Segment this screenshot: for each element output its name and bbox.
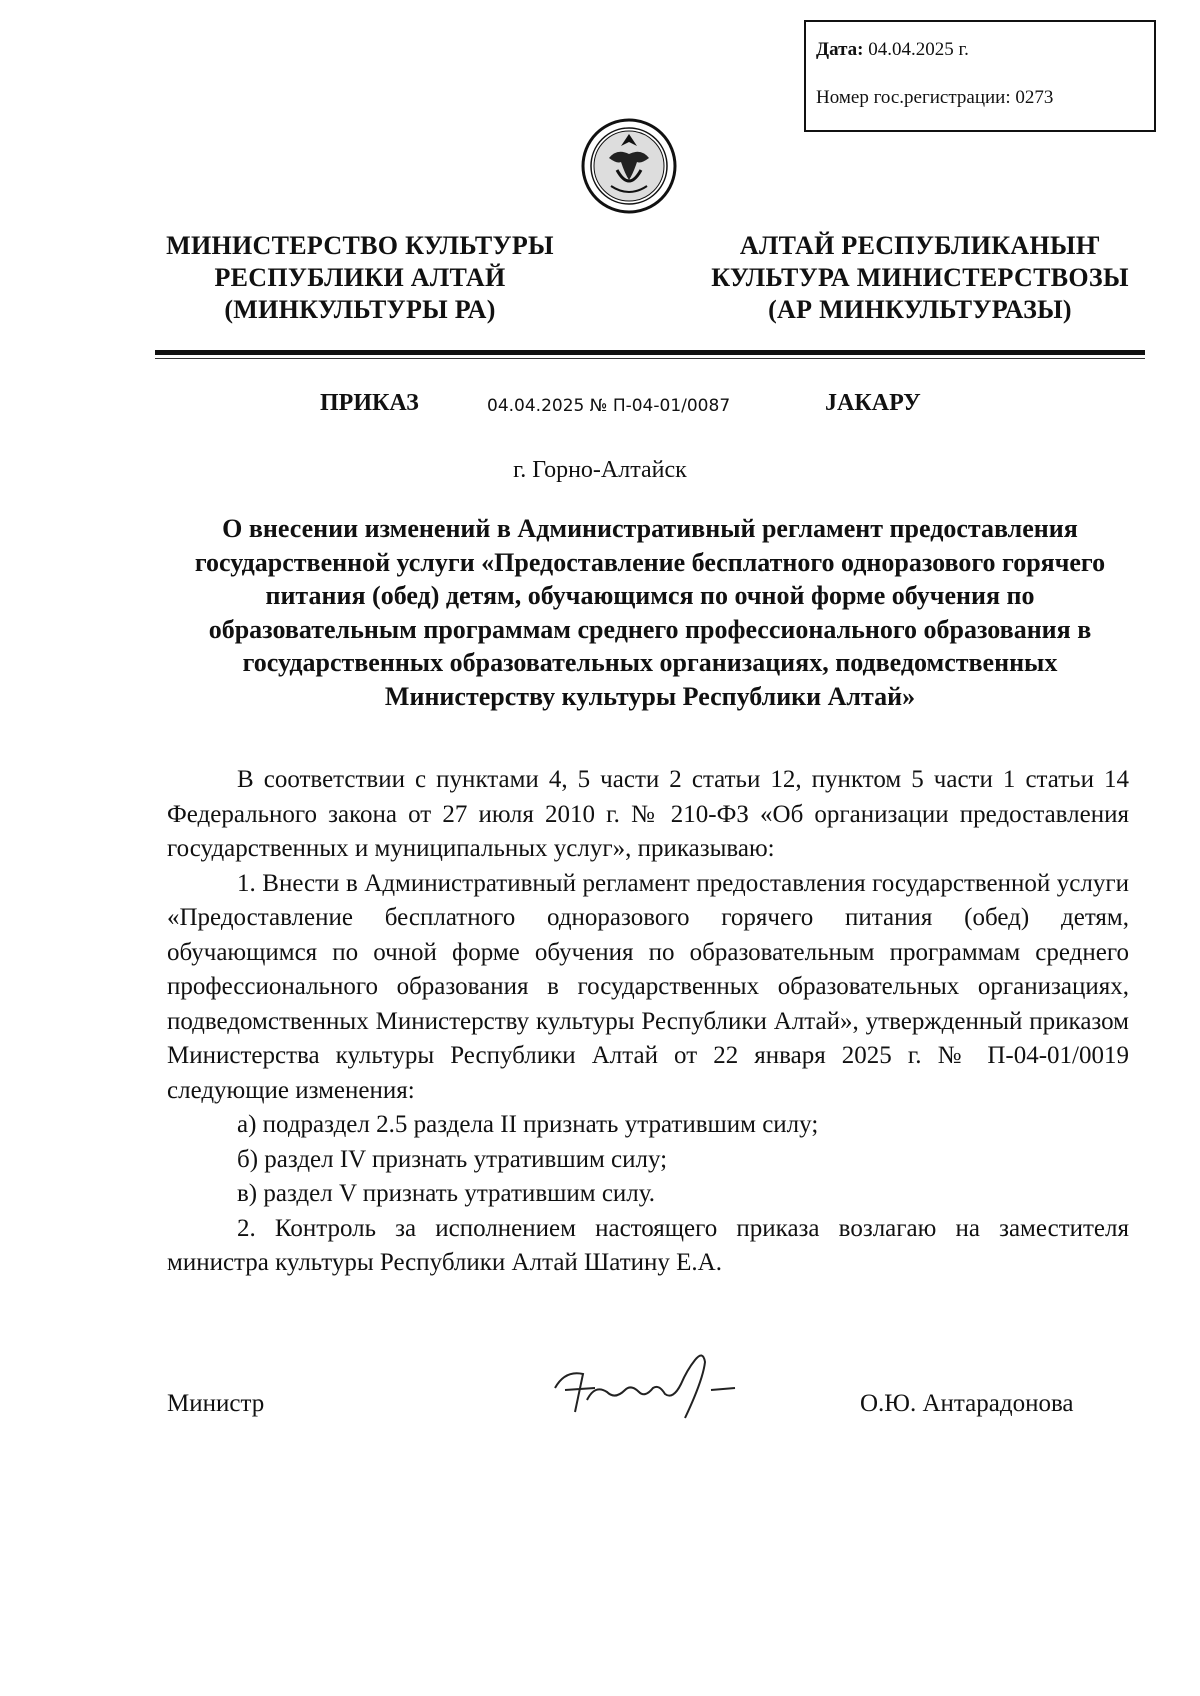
order-item-2: 2. Контроль за исполнением настоящего приказа возлагаю на заместителя министра культуры Республики Алтай Шатину Е.А. [167, 1214, 1129, 1276]
document-body [167, 763, 1129, 1281]
ministry-line: КУЛЬТУРА МИНИСТЕРСТВОЗЫ [711, 263, 1129, 292]
order-number: 04.04.2025 № П-04-01/0087 [487, 396, 731, 416]
ministry-name-russian [150, 230, 570, 326]
document-title: О внесении изменений в Административный регламент предоставления государственной услуги «Предоставление бесплатного одноразового горячего питания (обед) детям, обучающимся по очной форме обучения по образовательным программам среднего профессионального образования в государственных образовательных организациях, подведомственных Министерству культуры Республики Алтай» [194, 514, 1106, 711]
ministry-line: МИНИСТЕРСТВО КУЛЬТУРЫ [166, 231, 554, 260]
signer-name: О.Ю. Антарадонова [860, 1390, 1074, 1417]
order-subitem-b: б) раздел IV признать утратившим силу; [237, 1145, 668, 1173]
registration-date [816, 36, 1154, 84]
registration-number [816, 84, 1154, 132]
coat-of-arms-icon [581, 118, 677, 214]
registration-number-label: Номер гос.регистрации: [816, 87, 1011, 108]
order-subitem-a: а) подраздел 2.5 раздела II признать утратившим силу; [237, 1111, 819, 1138]
header-divider-thick [155, 350, 1145, 355]
ministry-line: РЕСПУБЛИКИ АЛТАЙ [214, 263, 506, 292]
city: г. Горно-Алтайск [513, 457, 687, 483]
header-divider-thin [155, 358, 1145, 359]
registration-stamp [804, 20, 1156, 132]
order-word: ПРИКАЗ [320, 390, 419, 416]
order-subitem-c: в) раздел V признать утратившим силу. [237, 1180, 656, 1207]
preamble: В соответствии с пунктами 4, 5 части 2 статьи 12, пунктом 5 части 1 статьи 14 Федерального закона от 27 июля 2010 г. № 210-ФЗ «Об организации предоставления государственных и муниципальных услуг», приказываю: [167, 766, 1129, 862]
ministry-line: АЛТАЙ РЕСПУБЛИКАНЫҤ [739, 231, 1101, 260]
handwritten-signature-icon [535, 1340, 765, 1430]
signer-role: Министр [167, 1390, 265, 1417]
registration-date-label: Дата: [816, 39, 864, 60]
ministry-line: (МИНКУЛЬТУРЫ РА) [224, 295, 496, 324]
order-item-1: 1. Внести в Административный регламент предоставления государственной услуги «Предоставление бесплатного одноразового горячего питания (обед) детям, обучающимся по очной форме обучения по образовательным программам среднего профессионального образования в государственных образовательных организациях, подведомственных Министерству культуры Республики Алтай», утвержденный приказом Министерства культуры Республики Алтай от 22 января 2025 г. № П-04-01/0019 следующие изменения: [167, 869, 1129, 1104]
registration-date-value: 04.04.2025 г. [868, 39, 969, 60]
order-word-altai: JАКАРУ [825, 390, 921, 416]
ministry-line: (АР МИНКУЛЬТУРАЗЫ) [768, 295, 1072, 324]
registration-number-value: 0273 [1015, 87, 1054, 108]
ministry-name-altai [690, 230, 1150, 326]
